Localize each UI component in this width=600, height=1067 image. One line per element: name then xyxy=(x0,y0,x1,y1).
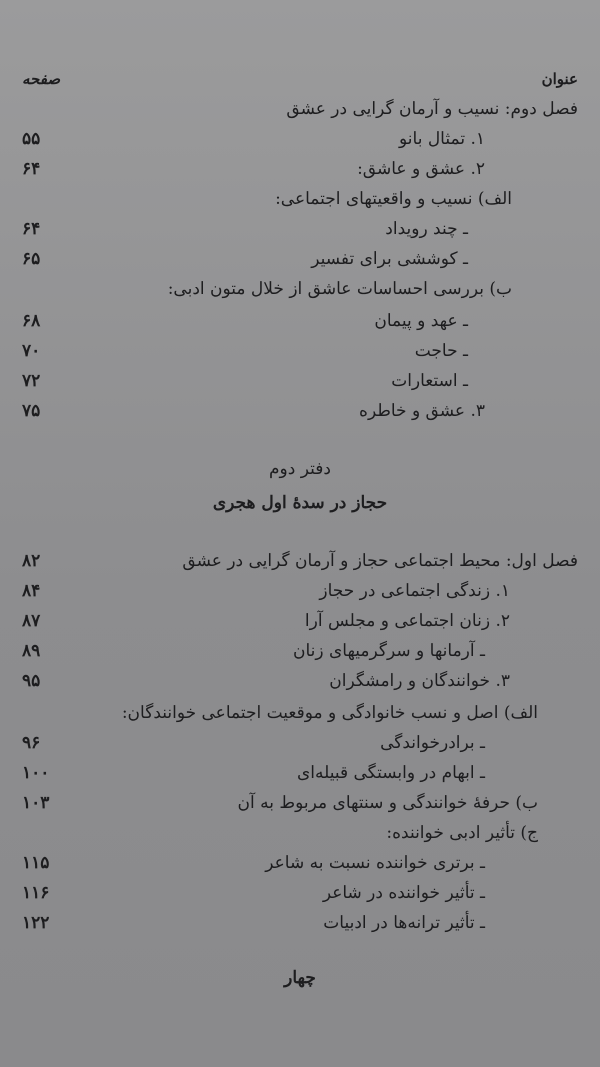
entry-title: ۲. عشق و عاشق: xyxy=(357,159,485,179)
toc-entry xyxy=(0,666,600,696)
entry-title: ـ آرمانها و سرگرمیهای زنان xyxy=(292,641,485,661)
toc-entry xyxy=(0,878,600,908)
toc-header xyxy=(0,64,600,94)
toc-entry xyxy=(0,184,600,214)
entry-title: ج) تأثیر ادبی خواننده: xyxy=(386,823,538,843)
entry-title: الف) نسیب و واقعیتهای اجتماعی: xyxy=(275,189,512,209)
toc-entry xyxy=(0,546,600,576)
entry-title: ـ برتری خواننده نسبت به شاعر xyxy=(265,853,485,873)
toc-entry xyxy=(0,636,600,666)
entry-title: ـ حاجت xyxy=(414,341,468,361)
entry-title: ۱. زندگی اجتماعی در حجاز xyxy=(319,581,510,601)
entry-page: ۱۱۶ xyxy=(22,883,50,903)
entry-page: ۹۵ xyxy=(22,671,41,691)
toc-entry xyxy=(0,124,600,154)
toc-entry xyxy=(0,606,600,636)
entry-page: ۸۴ xyxy=(22,581,41,601)
toc-entry xyxy=(0,214,600,244)
toc-entry xyxy=(0,848,600,878)
toc-entry xyxy=(0,244,600,274)
toc-entry xyxy=(0,366,600,396)
toc-entry xyxy=(0,908,600,938)
book-subtitle: حجاز در سدهٔ اول هجری xyxy=(212,493,388,513)
title-column-header: عنوان xyxy=(541,70,578,88)
entry-title: ـ عهد و پیمان xyxy=(374,311,468,331)
page-column-header: صفحه xyxy=(22,70,61,88)
entry-title: ب) حرفهٔ خوانندگی و سنتهای مربوط به آن xyxy=(237,793,538,813)
entry-title: ـ تأثیر خواننده در شاعر xyxy=(322,883,485,903)
entry-title: ۳. خوانندگان و رامشگران xyxy=(329,671,510,691)
toc-entry xyxy=(0,274,600,304)
entry-title: ۱. تمثال بانو xyxy=(399,129,485,149)
toc-entry xyxy=(0,788,600,818)
entry-page: ۱۰۰ xyxy=(22,763,50,783)
entry-title: ـ کوششی برای تفسیر xyxy=(311,249,468,269)
toc-entry xyxy=(0,698,600,728)
entry-page: ۶۴ xyxy=(22,219,41,239)
entry-title: ـ استعارات xyxy=(391,371,468,391)
toc-entry xyxy=(0,728,600,758)
entry-page: ۶۸ xyxy=(22,311,41,331)
toc-entry xyxy=(0,306,600,336)
entry-page: ۱۱۵ xyxy=(22,853,50,873)
toc-entry xyxy=(0,154,600,184)
entry-page: ۸۲ xyxy=(22,551,41,571)
entry-page: ۷۰ xyxy=(22,341,41,361)
entry-title: ۳. عشق و خاطره xyxy=(359,401,485,421)
entry-page: ۶۴ xyxy=(22,159,41,179)
entry-title: ـ تأثیر ترانه‌ها در ادبیات xyxy=(323,913,485,933)
entry-page: ۷۵ xyxy=(22,401,41,421)
toc-entry xyxy=(0,396,600,426)
entry-title: ۲. زنان اجتماعی و مجلس آرا xyxy=(304,611,510,631)
entry-title: فصل اول: محیط اجتماعی حجاز و آرمان گرایی در عشق xyxy=(182,551,578,571)
entry-title: ب) بررسی احساسات عاشق از خلال متون ادبی: xyxy=(167,279,512,299)
toc-entry xyxy=(0,336,600,366)
entry-page: ۷۲ xyxy=(22,371,41,391)
entry-title: ـ چند رویداد xyxy=(385,219,468,239)
entry-page: ۵۵ xyxy=(22,129,41,149)
entry-page: ۱۰۳ xyxy=(22,793,50,813)
toc-entry xyxy=(0,94,600,124)
entry-page: ۶۵ xyxy=(22,249,41,269)
book-heading: دفتر دوم xyxy=(269,459,331,479)
entry-page: ۹۶ xyxy=(22,733,41,753)
entry-page: ۸۷ xyxy=(22,611,41,631)
entry-title: ـ برادرخواندگی xyxy=(380,733,485,753)
toc-entry xyxy=(0,818,600,848)
entry-title: الف) اصل و نسب خانوادگی و موقعیت اجتماعی خوانندگان: xyxy=(121,703,538,723)
page-number-label: چهار xyxy=(284,968,316,988)
entry-title: فصل دوم: نسیب و آرمان گرایی در عشق xyxy=(286,99,578,119)
entry-page: ۱۲۲ xyxy=(22,913,50,933)
toc-entry xyxy=(0,758,600,788)
toc-entry xyxy=(0,576,600,606)
entry-page: ۸۹ xyxy=(22,641,41,661)
entry-title: ـ ابهام در وابستگی قبیله‌ای xyxy=(296,763,485,783)
